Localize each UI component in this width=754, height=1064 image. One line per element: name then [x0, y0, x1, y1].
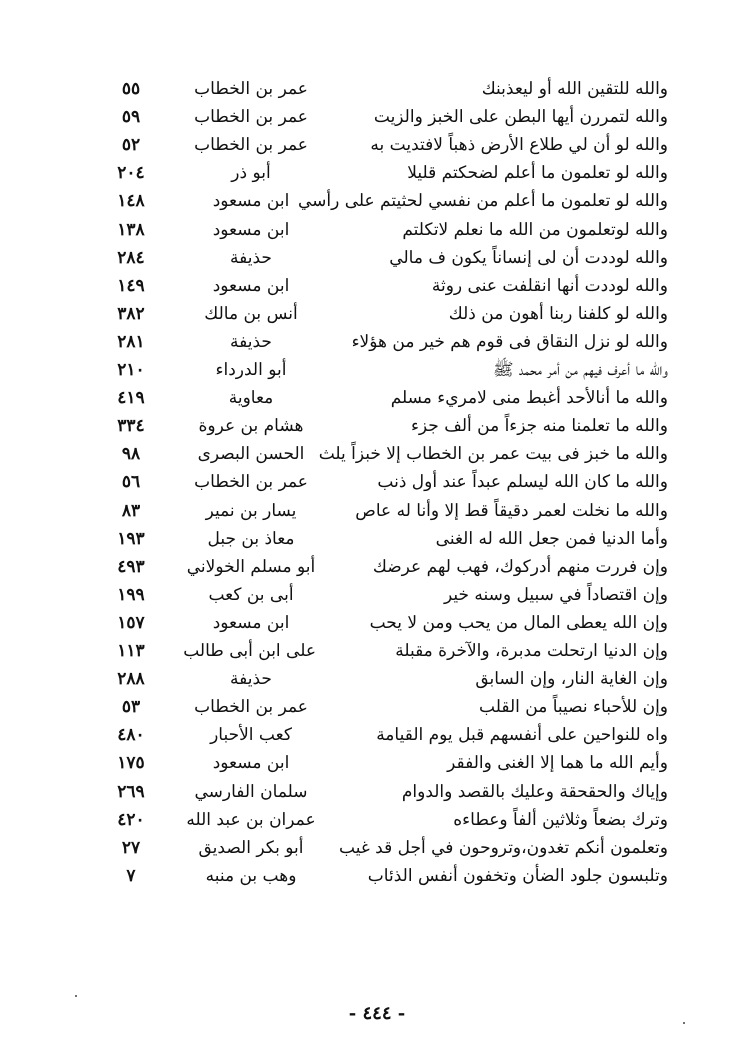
narrator-name: أبو ذر [231, 163, 271, 183]
saying-text: واه للنواحين على أنفسهم قبل يوم القيامة [376, 725, 668, 745]
scan-speck [75, 995, 77, 997]
narrator-name: أبى بن كعب [208, 585, 294, 605]
index-row [0, 103, 754, 132]
index-row [0, 637, 754, 666]
narrator-name: أبو مسلم الخولاني [186, 557, 316, 577]
index-row [0, 75, 754, 104]
saying-text: وتلبسون جلود الضأن وتخفون أنفس الذئاب [367, 866, 668, 886]
page-reference: ٤٢٠ [117, 810, 145, 830]
index-row [0, 440, 754, 469]
saying-text: والله للتقين الله أو ليعذبنك [481, 79, 668, 99]
narrator-name: حذيفة [230, 669, 272, 689]
narrator-name: أبو بكر الصديق [198, 838, 304, 858]
narrator-name: معاذ بن جبل [207, 529, 295, 549]
saying-text: والله لو نزل النقاق فى قوم هم خير من هؤلاء [351, 332, 668, 352]
narrator-name: ابن مسعود [212, 220, 290, 240]
index-row [0, 693, 754, 722]
narrator-name: معاوية [228, 388, 274, 408]
saying-text: والله ما تعلمنا منه جزءاً من ألف جزء [410, 416, 668, 436]
page-reference: ١٣٨ [117, 220, 145, 240]
narrator-name: أنس بن مالك [204, 304, 298, 324]
page-number: - ٤٤٤ - [348, 1003, 406, 1024]
saying-text: والله لو كلفنا ربنا أهون من ذلك [448, 304, 668, 324]
saying-text: وإن للأحباء نصيباً من القلب [479, 697, 668, 717]
index-row [0, 187, 754, 216]
narrator-name: حذيفة [230, 332, 272, 352]
saying-text: وإن فررت منهم أدركوك، فهب لهم عرضك [372, 557, 668, 577]
page-reference: ٢٧ [121, 838, 141, 858]
page-reference: ٥٩ [121, 107, 141, 127]
page-reference: ٥٦ [121, 472, 141, 492]
saying-text: وإياك والحقحقة وعليك بالقصد والدوام [401, 782, 668, 802]
saying-text: والله لتمررن أيها البطن على الخبز والزيت [373, 107, 668, 127]
index-row [0, 272, 754, 301]
index-row [0, 468, 754, 497]
narrator-name: كعب الأحبار [210, 725, 292, 745]
narrator-name: عمر بن الخطاب [194, 472, 308, 492]
narrator-name: يسار بن نمير [205, 501, 297, 521]
page-reference: ١٧٥ [117, 753, 145, 773]
index-row [0, 553, 754, 582]
page-reference: ١٩٩ [117, 585, 145, 605]
saying-text: والله لوددت أنها انقلفت عنى روثة [431, 276, 668, 296]
index-row [0, 356, 754, 385]
saying-text: وإن الله يعطى المال من يحب ومن لا يحب [369, 613, 668, 633]
narrator-name: أبو الدرداء [215, 360, 287, 380]
narrator-name: سلمان الفارسي [194, 782, 308, 802]
saying-text: وإن الدنيا ارتحلت مدبرة، والآخرة مقبلة [395, 641, 668, 661]
saying-text: وأيم الله ما هما إلا الغنى والفقر [447, 753, 668, 773]
index-row [0, 216, 754, 245]
page-reference: ٣٨٢ [117, 304, 145, 324]
saying-text: والله ما كان الله ليسلم عبداً عند أول ذنب [377, 472, 668, 492]
page-reference: ٥٣ [121, 697, 141, 717]
index-row [0, 749, 754, 778]
index-row [0, 244, 754, 273]
page-reference: ٤١٩ [117, 388, 145, 408]
index-row [0, 300, 754, 329]
index-row [0, 412, 754, 441]
saying-text: والله لو أن لي طلاع الأرض ذهباً لافتديت به [370, 135, 668, 155]
page-reference: ٢٦٩ [117, 782, 145, 802]
saying-text: وإن الغاية النار، وإن السابق [475, 669, 668, 689]
page-reference: ١٤٩ [117, 276, 145, 296]
saying-text: وإن اقتصاداً في سبيل وسنه خير [443, 585, 668, 605]
page-reference: ٥٥ [121, 79, 141, 99]
narrator-name: الحسن البصرى [197, 444, 305, 464]
page-reference: ٣٣٤ [117, 416, 145, 436]
page-reference: ٢٠٤ [117, 163, 145, 183]
index-row [0, 525, 754, 554]
narrator-name: ابن مسعود [212, 613, 290, 633]
index-row [0, 834, 754, 863]
page-reference: ١٤٨ [117, 191, 145, 211]
saying-text: وأما الدنيا فمن جعل الله له الغنى [435, 529, 668, 549]
saying-text: والله لو تعلمون ما أعلم لضحكتم قليلا [407, 163, 668, 183]
page-reference: ٨٣ [121, 501, 141, 521]
narrator-name: على ابن أبى طالب [183, 641, 316, 661]
narrator-name: ابن مسعود [212, 753, 290, 773]
saying-text: وترك بضعاً وثلاثين ألفاً وعطاءه [453, 810, 668, 830]
page-reference: ٢٨١ [117, 332, 145, 352]
page-reference: ٤٨٠ [117, 725, 145, 745]
narrator-name: عمر بن الخطاب [194, 79, 308, 99]
narrator-name: عمر بن الخطاب [194, 697, 308, 717]
saying-text: والله لوتعلمون من الله ما نعلم لاتكلتم [402, 220, 668, 240]
narrator-name: ابن مسعود [212, 276, 290, 296]
saying-text: والله لو تعلمون ما أعلم من نفسي لحثيتم على رأسي [297, 191, 668, 211]
index-row [0, 862, 754, 891]
page-reference: ٥٢ [121, 135, 141, 155]
saying-text: والله ما نخلت لعمر دقيقاً قط إلا وأنا له عاص [355, 501, 668, 521]
index-row [0, 721, 754, 750]
narrator-name: عمر بن الخطاب [194, 135, 308, 155]
page-reference: ٧ [126, 866, 136, 886]
saying-text: والله ما أنالأحد أغبط منى لامريء مسلم [390, 388, 668, 408]
page-reference: ٤٩٣ [117, 557, 145, 577]
index-row [0, 497, 754, 526]
index-row [0, 778, 754, 807]
index-row [0, 328, 754, 357]
index-row [0, 159, 754, 188]
scan-speck [683, 1022, 685, 1024]
saying-text: والله ما أعرف فيهم من أمر محمد ﷺ [492, 360, 668, 380]
saying-text: والله لوددت أن لى إنساناً يكون ف مالي [389, 248, 668, 268]
narrator-name: هشام بن عروة [198, 416, 304, 436]
index-row [0, 131, 754, 160]
index-row [0, 665, 754, 694]
index-row [0, 581, 754, 610]
narrator-name: وهب بن منبه [205, 866, 297, 886]
index-row [0, 384, 754, 413]
saying-text: والله ما خبز فى بيت عمر بن الخطاب إلا خبزاً يلث [318, 444, 668, 464]
page-reference: ٢٨٤ [117, 248, 145, 268]
narrator-name: عمران بن عبد الله [186, 810, 316, 830]
page-reference: ١١٣ [117, 641, 145, 661]
narrator-name: عمر بن الخطاب [194, 107, 308, 127]
index-row [0, 806, 754, 835]
page-reference: ٢٨٨ [117, 669, 145, 689]
narrator-name: ابن مسعود [212, 191, 290, 211]
page-reference: ٩٨ [121, 444, 141, 464]
index-row [0, 609, 754, 638]
page-reference: ١٥٧ [117, 613, 145, 633]
page-reference: ١٩٣ [117, 529, 145, 549]
page-reference: ٢١٠ [117, 360, 145, 380]
saying-text: وتعلمون أنكم تغدون،وتروحون في أجل قد غيب [339, 838, 668, 858]
narrator-name: حذيفة [230, 248, 272, 268]
